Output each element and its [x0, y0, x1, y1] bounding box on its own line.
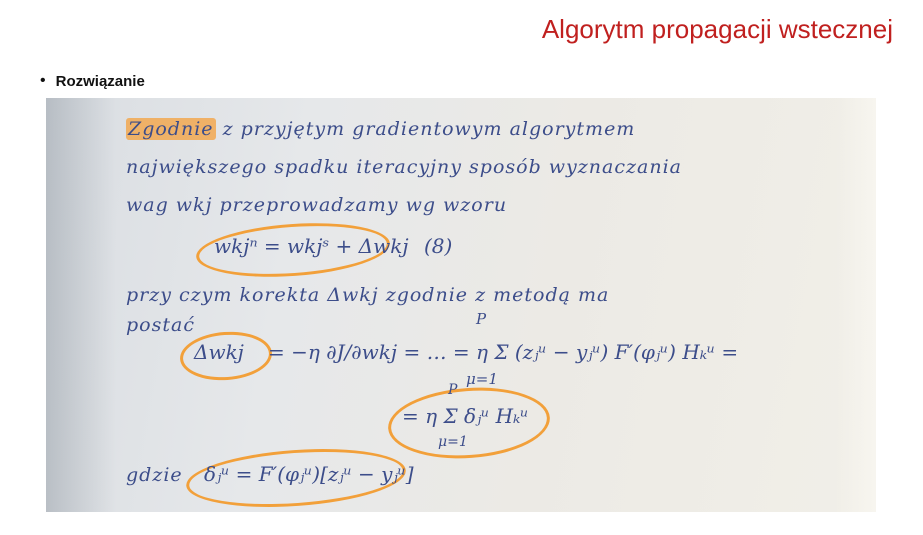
slide-title: Algorytm propagacji wstecznej: [541, 14, 893, 44]
equation-9-sum-lower: μ=1: [466, 370, 498, 388]
where-label: gdzie: [126, 464, 183, 486]
equation-9-sum-upper: P: [476, 310, 487, 328]
bullet-item: [40, 72, 145, 90]
page-fold: [836, 98, 876, 512]
equation-9-lhs: Δwkj: [194, 340, 244, 364]
equation-8: wkjⁿ = wkjˢ + Δwkj: [214, 234, 409, 258]
notes-line-5: postać: [126, 314, 195, 336]
equation-10-sum-upper: P: [448, 382, 458, 398]
handwritten-notes-photo: [46, 98, 876, 512]
bullet-label: Rozwiązanie: [55, 72, 145, 90]
equation-8-number: (8): [424, 234, 453, 258]
equation-9-rhs: = −η ∂J/∂wkj = … = η Σ (zⱼᵘ − yⱼᵘ) F′(φⱼᵘ) Hₖᵘ =: [268, 340, 739, 364]
zgodnie-highlight: Zgodnie: [128, 118, 214, 140]
notes-line-1: [126, 118, 635, 140]
equation-10-sum-lower: μ=1: [438, 434, 468, 450]
notes-line-3: wag wkj przeprowadzamy wg wzoru: [126, 194, 508, 216]
notes-line-4: przy czym korekta Δwkj zgodnie z metodą ma: [126, 284, 610, 306]
notes-line-2: największego spadku iteracyjny sposób wyznaczania: [126, 156, 682, 178]
equation-10: = η Σ δⱼᵘ Hₖᵘ: [402, 404, 529, 428]
notes-line-1-rest: z przyjętym gradientowym algorytmem: [215, 118, 636, 140]
bullet-dot-icon: •: [40, 72, 46, 89]
photo-shadow: [46, 98, 116, 512]
delta-definition: δⱼᵘ = F′(φⱼᵘ)[zⱼᵘ − yⱼᵘ]: [204, 462, 414, 486]
